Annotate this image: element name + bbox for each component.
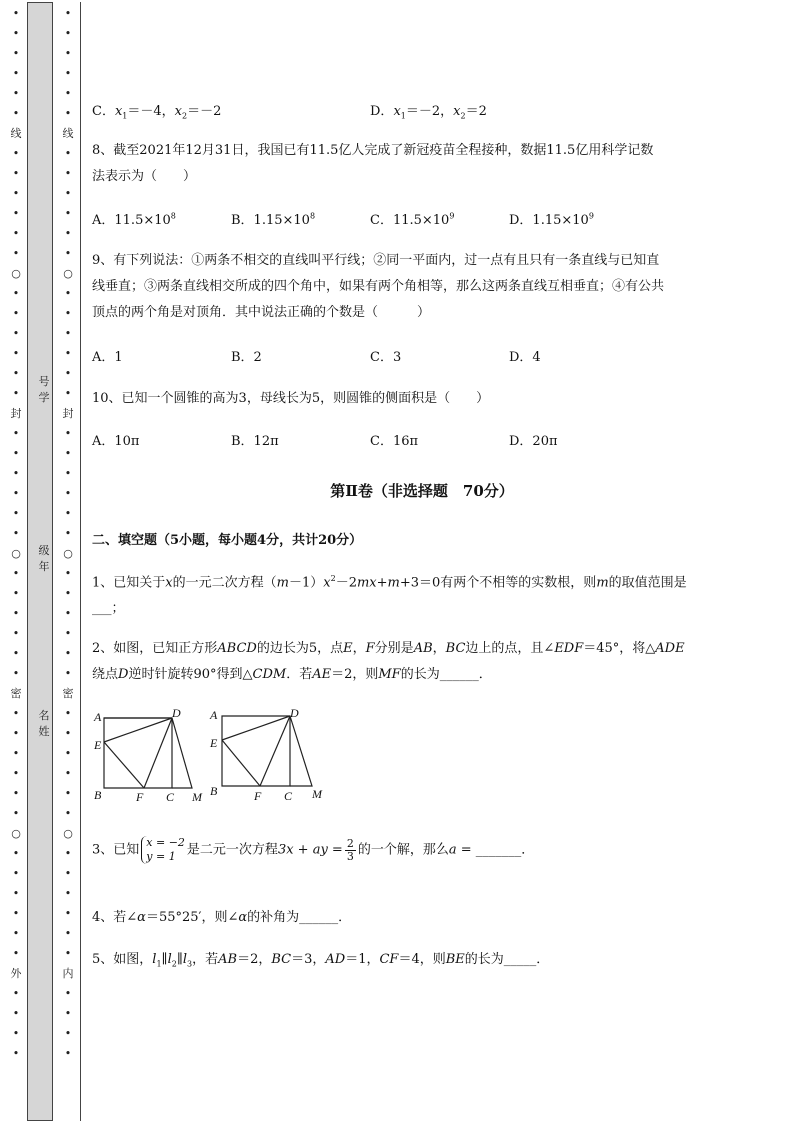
q8-option-d: D．$1.15\times 10^9$: [509, 211, 594, 228]
svg-text:F: F: [136, 790, 144, 804]
q8-option-b: B．$1.15\times 10^8$: [231, 211, 316, 228]
fill-question-5: 5、如图，$l_1\parallel l_2\parallel l_3$，若AB＝2，BC＝3，AD＝1，CF＝4，则BE的长为_____．: [92, 952, 550, 969]
q9-line-3: 顶点的两个角是对顶角．其中说法正确的个数是（ ）: [92, 305, 431, 320]
outer-mark-circle-1: ○: [11, 267, 21, 280]
svg-text:B: B: [210, 784, 218, 798]
question-9: [92, 248, 752, 326]
q10-option-a: A．10π: [92, 434, 140, 449]
figure-left: [104, 718, 192, 788]
q10-option-d: D．20π: [509, 434, 558, 449]
square-rotation-figures: [92, 700, 342, 810]
svg-text:D: D: [290, 706, 299, 720]
svg-text:C: C: [166, 790, 175, 804]
student-field-grade: 级年: [38, 544, 50, 573]
student-field-name: 名姓: [38, 709, 50, 738]
outer-mark-wai: 外: [10, 967, 22, 980]
fill-2-line-2: 绕点D逆时针旋转90°得到△CDM．若AE＝2，则MF的长为______．: [92, 667, 492, 682]
q9-line-2: 线垂直；③两条直线相交所成的四个角中，如果有两个角相等，那么这两条直线互相垂直；④有公共: [92, 279, 665, 294]
q8-option-a: A．$11.5\times 10^8$: [92, 211, 176, 228]
fill-question-2: [92, 636, 752, 688]
part-2-title: 第Ⅱ卷（非选择题 70分）: [330, 482, 514, 500]
figure-right: [222, 716, 312, 786]
q10-option-b: B．12π: [231, 434, 279, 449]
question-10: 10、已知一个圆锥的高为3，母线长为5，则圆锥的侧面积是（ ）: [92, 391, 490, 406]
fill-2-line-1: 2、如图，已知正方形ABCD的边长为5，点E，F分别是AB，BC边上的点，且∠EDF＝45°，将△ADE: [92, 641, 685, 656]
student-field-id: 号学: [38, 375, 50, 404]
svg-text:B: B: [94, 788, 102, 802]
figure-right-labels: [209, 706, 323, 803]
question-8: [92, 138, 752, 190]
svg-text:M: M: [192, 790, 202, 804]
outer-mark-circle-3: ○: [11, 827, 21, 840]
svg-text:E: E: [94, 738, 102, 752]
q9-option-a: A．1: [92, 350, 123, 365]
svg-text:A: A: [94, 710, 102, 724]
fill-question-4: 4、若∠α＝55°25′，则∠α的补角为______．: [92, 910, 352, 925]
q8-line-2: 法表示为（ ）: [92, 169, 197, 184]
inner-mark-circle-2: ○: [63, 547, 73, 560]
fill-1-line-1: 1、已知关于x的一元二次方程$(m-1)x^2-2mx+m+3=0$有两个不相等的实数根，则m的取值范围是: [92, 574, 687, 591]
inner-dot-column: • • • • • • 线 • • • • • • ○ • • • • • • 封 • • • • • • ○ • • • • • • 密 • • • • • • ○ • • • • • • 内 • • • •: [62, 7, 74, 1060]
inner-mark-mi: 密: [62, 687, 74, 700]
q9-option-b: B．2: [231, 350, 262, 365]
inner-mark-xian: 线: [62, 127, 74, 140]
q9-option-c: C．3: [370, 350, 402, 365]
svg-text:D: D: [172, 706, 181, 720]
svg-text:E: E: [210, 736, 218, 750]
q7-option-c: C．$x_1=-4$，$x_2=-2$: [92, 104, 222, 121]
equation-system: x = −2 y = 1: [141, 836, 185, 864]
fill-question-3: 3、已知 x = −2 y = 1 是二元一次方程3x + ay = $\frac{2}{3}$ 的一个解，那么a = _______．: [92, 836, 535, 863]
fill-1-line-2: ___；: [92, 601, 125, 617]
outer-mark-circle-2: ○: [11, 547, 21, 560]
inner-mark-circle-1: ○: [63, 267, 73, 280]
binding-margin: [0, 0, 84, 1123]
svg-text:C: C: [284, 789, 293, 803]
q7-option-d: D．$x_1=-2$，$x_2=2$: [370, 104, 487, 121]
q9-option-d: D．4: [509, 350, 541, 365]
svg-text:M: M: [312, 787, 322, 801]
inner-mark-circle-3: ○: [63, 827, 73, 840]
section-2-heading: 二、填空题（5小题，每小题4分，共计20分）: [92, 533, 363, 548]
q8-option-c: C．$11.5\times 10^9$: [370, 211, 455, 228]
fraction-two-thirds: $\frac{2}{3}$: [346, 836, 354, 863]
figure-left-labels: [93, 706, 203, 804]
q8-line-1: 8、截至2021年12月31日，我国已有11.5亿人完成了新冠疫苗全程接种，数据11.5亿用科学记数: [92, 143, 654, 158]
svg-text:F: F: [254, 789, 262, 803]
outer-mark-xian: 线: [10, 127, 22, 140]
inner-mark-feng: 封: [62, 407, 74, 420]
svg-text:A: A: [210, 708, 218, 722]
q10-option-c: C．16π: [370, 434, 419, 449]
binding-line: [80, 2, 81, 1121]
outer-dot-column: • • • • • • 线 • • • • • • ○ • • • • • • 封 • • • • • • ○ • • • • • • 密 • • • • • • ○ • • • • • • 外 • • • •: [10, 7, 22, 1060]
outer-mark-feng: 封: [10, 407, 22, 420]
inner-mark-nei: 内: [62, 967, 74, 980]
outer-mark-mi: 密: [10, 687, 22, 700]
fill-question-1: [92, 566, 752, 622]
q9-line-1: 9、有下列说法：①两条不相交的直线叫平行线；②同一平面内，过一点有且只有一条直线与已知直: [92, 253, 660, 268]
